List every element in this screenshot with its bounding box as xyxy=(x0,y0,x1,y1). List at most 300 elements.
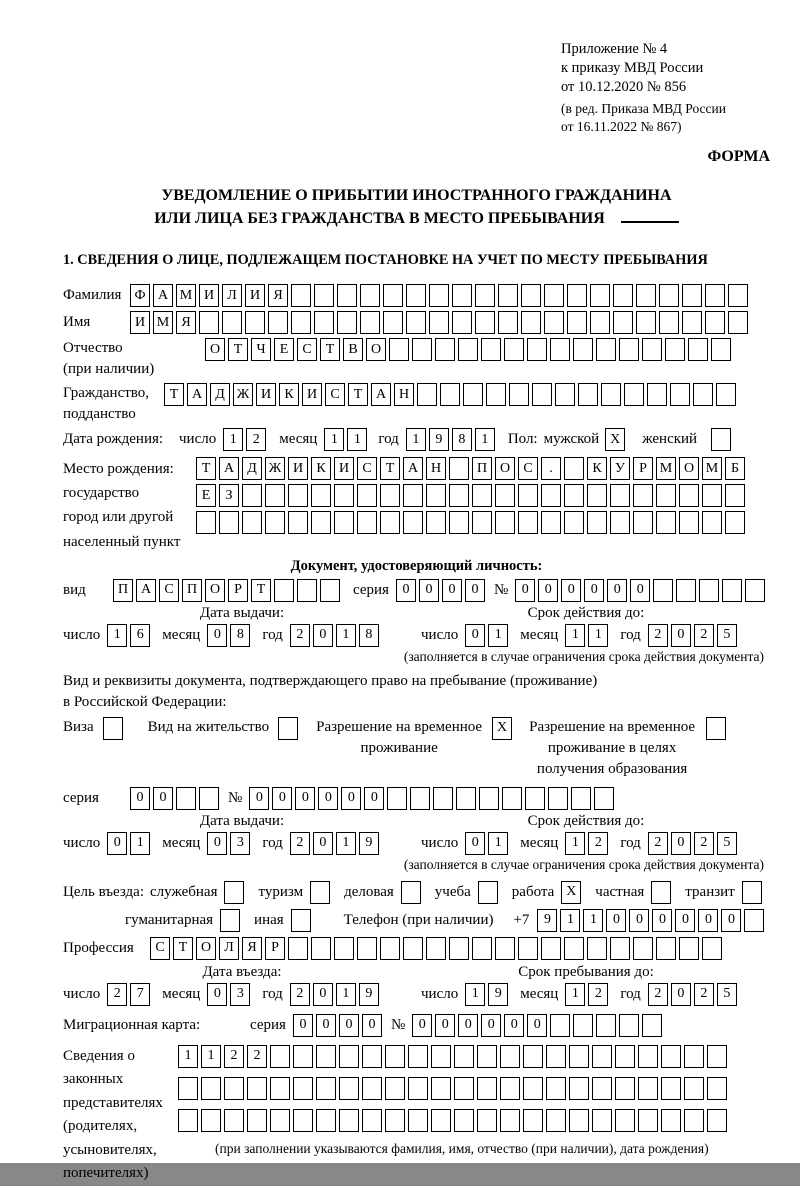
birth-place-input-row3[interactable] xyxy=(196,511,748,534)
char-cell[interactable] xyxy=(555,383,575,406)
surname-input[interactable] xyxy=(130,284,751,307)
char-cell[interactable] xyxy=(449,937,469,960)
char-cell[interactable] xyxy=(546,1109,566,1132)
char-cell[interactable] xyxy=(661,1077,681,1100)
char-cell[interactable] xyxy=(334,937,354,960)
char-cell[interactable]: А xyxy=(136,579,156,602)
char-cell[interactable] xyxy=(702,937,722,960)
char-cell[interactable] xyxy=(544,311,564,334)
char-cell[interactable] xyxy=(408,1109,428,1132)
migration-number-input[interactable] xyxy=(412,1014,665,1037)
char-cell[interactable]: 0 xyxy=(272,787,292,810)
char-cell[interactable]: 0 xyxy=(607,579,627,602)
char-cell[interactable] xyxy=(592,1109,612,1132)
sex-female-checkbox[interactable] xyxy=(711,428,731,451)
char-cell[interactable] xyxy=(288,484,308,507)
char-cell[interactable] xyxy=(567,311,587,334)
char-cell[interactable] xyxy=(676,579,696,602)
entry-year[interactable] xyxy=(290,983,382,1006)
char-cell[interactable] xyxy=(592,1077,612,1100)
char-cell[interactable] xyxy=(665,338,685,361)
doc-series-input[interactable] xyxy=(396,579,488,602)
char-cell[interactable] xyxy=(518,484,538,507)
char-cell[interactable]: 2 xyxy=(648,624,668,647)
char-cell[interactable]: И xyxy=(245,284,265,307)
char-cell[interactable] xyxy=(495,511,515,534)
char-cell[interactable]: 1 xyxy=(336,624,356,647)
char-cell[interactable]: 3 xyxy=(230,832,250,855)
purpose-tourism-checkbox[interactable] xyxy=(310,881,330,904)
char-cell[interactable] xyxy=(619,1014,639,1037)
residence-number-input[interactable] xyxy=(249,787,617,810)
char-cell[interactable] xyxy=(406,311,426,334)
char-cell[interactable] xyxy=(707,1045,727,1068)
char-cell[interactable]: А xyxy=(153,284,173,307)
char-cell[interactable]: Т xyxy=(251,579,271,602)
char-cell[interactable] xyxy=(311,511,331,534)
char-cell[interactable] xyxy=(716,383,736,406)
char-cell[interactable] xyxy=(567,284,587,307)
char-cell[interactable]: 9 xyxy=(359,983,379,1006)
char-cell[interactable] xyxy=(268,311,288,334)
purpose-official-checkbox[interactable] xyxy=(224,881,244,904)
purpose-humanitarian-checkbox[interactable] xyxy=(220,909,240,932)
char-cell[interactable]: 0 xyxy=(412,1014,432,1037)
char-cell[interactable]: 0 xyxy=(465,624,485,647)
char-cell[interactable] xyxy=(587,511,607,534)
char-cell[interactable]: 2 xyxy=(694,983,714,1006)
char-cell[interactable] xyxy=(573,338,593,361)
char-cell[interactable] xyxy=(320,579,340,602)
char-cell[interactable] xyxy=(578,383,598,406)
char-cell[interactable]: И xyxy=(334,457,354,480)
char-cell[interactable] xyxy=(383,284,403,307)
char-cell[interactable] xyxy=(571,787,591,810)
char-cell[interactable] xyxy=(481,338,501,361)
char-cell[interactable] xyxy=(684,1109,704,1132)
char-cell[interactable] xyxy=(653,579,673,602)
char-cell[interactable]: 1 xyxy=(488,832,508,855)
char-cell[interactable] xyxy=(638,1077,658,1100)
char-cell[interactable]: К xyxy=(279,383,299,406)
stay-month[interactable] xyxy=(565,983,611,1006)
char-cell[interactable] xyxy=(495,484,515,507)
char-cell[interactable]: О xyxy=(205,338,225,361)
char-cell[interactable] xyxy=(684,1045,704,1068)
citizenship-input[interactable] xyxy=(164,383,739,406)
char-cell[interactable] xyxy=(495,937,515,960)
char-cell[interactable]: Л xyxy=(222,284,242,307)
char-cell[interactable] xyxy=(475,311,495,334)
char-cell[interactable] xyxy=(615,1045,635,1068)
char-cell[interactable] xyxy=(500,1109,520,1132)
char-cell[interactable]: 0 xyxy=(527,1014,547,1037)
char-cell[interactable] xyxy=(265,511,285,534)
birth-year-input[interactable] xyxy=(406,428,498,451)
char-cell[interactable]: Т xyxy=(380,457,400,480)
char-cell[interactable]: Л xyxy=(219,937,239,960)
purpose-work-checkbox[interactable]: X xyxy=(561,881,581,904)
char-cell[interactable]: 7 xyxy=(130,983,150,1006)
char-cell[interactable] xyxy=(452,311,472,334)
char-cell[interactable]: Б xyxy=(725,457,745,480)
char-cell[interactable] xyxy=(656,937,676,960)
char-cell[interactable]: 0 xyxy=(396,579,416,602)
char-cell[interactable]: О xyxy=(205,579,225,602)
char-cell[interactable]: Т xyxy=(196,457,216,480)
char-cell[interactable] xyxy=(247,1109,267,1132)
char-cell[interactable]: С xyxy=(159,579,179,602)
profession-input[interactable] xyxy=(150,937,725,960)
char-cell[interactable] xyxy=(477,1077,497,1100)
char-cell[interactable]: О xyxy=(366,338,386,361)
char-cell[interactable] xyxy=(380,937,400,960)
char-cell[interactable]: О xyxy=(495,457,515,480)
representatives-input-row1[interactable] xyxy=(178,1045,730,1068)
char-cell[interactable] xyxy=(610,511,630,534)
char-cell[interactable] xyxy=(702,484,722,507)
option-temp-residence-checkbox[interactable]: X xyxy=(492,717,512,740)
char-cell[interactable]: Я xyxy=(176,311,196,334)
char-cell[interactable] xyxy=(596,338,616,361)
char-cell[interactable]: Н xyxy=(426,457,446,480)
char-cell[interactable] xyxy=(594,787,614,810)
char-cell[interactable]: С xyxy=(297,338,317,361)
char-cell[interactable]: К xyxy=(587,457,607,480)
char-cell[interactable]: 1 xyxy=(130,832,150,855)
char-cell[interactable] xyxy=(633,511,653,534)
char-cell[interactable]: 2 xyxy=(107,983,127,1006)
char-cell[interactable] xyxy=(523,1077,543,1100)
char-cell[interactable] xyxy=(178,1077,198,1100)
char-cell[interactable]: А xyxy=(219,457,239,480)
char-cell[interactable] xyxy=(744,909,764,932)
char-cell[interactable] xyxy=(725,484,745,507)
char-cell[interactable] xyxy=(196,511,216,534)
char-cell[interactable] xyxy=(293,1109,313,1132)
option-visa-checkbox[interactable] xyxy=(103,717,123,740)
representatives-input-row2[interactable] xyxy=(178,1077,730,1100)
birth-place-input-row1[interactable] xyxy=(196,457,748,480)
char-cell[interactable] xyxy=(199,787,219,810)
char-cell[interactable]: 0 xyxy=(584,579,604,602)
char-cell[interactable] xyxy=(472,937,492,960)
char-cell[interactable]: 0 xyxy=(504,1014,524,1037)
char-cell[interactable] xyxy=(725,511,745,534)
char-cell[interactable] xyxy=(518,511,538,534)
sex-male-checkbox[interactable]: X xyxy=(605,428,625,451)
char-cell[interactable]: И xyxy=(288,457,308,480)
char-cell[interactable]: 0 xyxy=(465,832,485,855)
char-cell[interactable]: 0 xyxy=(207,624,227,647)
char-cell[interactable] xyxy=(429,311,449,334)
entry-day[interactable] xyxy=(107,983,153,1006)
char-cell[interactable]: 0 xyxy=(465,579,485,602)
char-cell[interactable] xyxy=(429,284,449,307)
char-cell[interactable]: Д xyxy=(242,457,262,480)
char-cell[interactable]: 1 xyxy=(107,624,127,647)
char-cell[interactable]: 1 xyxy=(178,1045,198,1068)
char-cell[interactable] xyxy=(385,1045,405,1068)
char-cell[interactable]: С xyxy=(150,937,170,960)
char-cell[interactable] xyxy=(433,787,453,810)
char-cell[interactable] xyxy=(360,284,380,307)
char-cell[interactable] xyxy=(707,1109,727,1132)
char-cell[interactable] xyxy=(222,311,242,334)
char-cell[interactable]: 5 xyxy=(717,832,737,855)
char-cell[interactable] xyxy=(245,311,265,334)
char-cell[interactable] xyxy=(532,383,552,406)
char-cell[interactable] xyxy=(521,284,541,307)
char-cell[interactable]: П xyxy=(472,457,492,480)
char-cell[interactable] xyxy=(380,484,400,507)
char-cell[interactable]: 0 xyxy=(458,1014,478,1037)
char-cell[interactable] xyxy=(426,484,446,507)
char-cell[interactable] xyxy=(636,284,656,307)
char-cell[interactable] xyxy=(679,484,699,507)
residence-valid-year[interactable] xyxy=(648,832,740,855)
char-cell[interactable] xyxy=(707,1077,727,1100)
char-cell[interactable]: 0 xyxy=(435,1014,455,1037)
char-cell[interactable]: И xyxy=(130,311,150,334)
char-cell[interactable] xyxy=(334,511,354,534)
char-cell[interactable] xyxy=(615,1077,635,1100)
char-cell[interactable] xyxy=(613,284,633,307)
char-cell[interactable]: Е xyxy=(196,484,216,507)
char-cell[interactable]: 2 xyxy=(694,624,714,647)
birth-month-input[interactable] xyxy=(324,428,370,451)
char-cell[interactable] xyxy=(590,311,610,334)
identity-valid-month[interactable] xyxy=(565,624,611,647)
char-cell[interactable] xyxy=(633,937,653,960)
char-cell[interactable] xyxy=(475,284,495,307)
char-cell[interactable] xyxy=(661,1109,681,1132)
char-cell[interactable]: 0 xyxy=(153,787,173,810)
char-cell[interactable]: 0 xyxy=(721,909,741,932)
purpose-study-checkbox[interactable] xyxy=(478,881,498,904)
char-cell[interactable] xyxy=(564,511,584,534)
char-cell[interactable]: 0 xyxy=(107,832,127,855)
char-cell[interactable] xyxy=(498,284,518,307)
char-cell[interactable]: 0 xyxy=(671,832,691,855)
char-cell[interactable] xyxy=(550,1014,570,1037)
char-cell[interactable] xyxy=(728,311,748,334)
purpose-private-checkbox[interactable] xyxy=(651,881,671,904)
char-cell[interactable]: 0 xyxy=(207,832,227,855)
char-cell[interactable] xyxy=(454,1077,474,1100)
residence-issue-month[interactable] xyxy=(207,832,253,855)
char-cell[interactable] xyxy=(337,284,357,307)
char-cell[interactable] xyxy=(288,937,308,960)
char-cell[interactable] xyxy=(440,383,460,406)
char-cell[interactable]: И xyxy=(256,383,276,406)
char-cell[interactable] xyxy=(472,484,492,507)
char-cell[interactable]: 0 xyxy=(295,787,315,810)
char-cell[interactable]: 0 xyxy=(313,624,333,647)
char-cell[interactable]: 1 xyxy=(565,983,585,1006)
identity-issue-year[interactable] xyxy=(290,624,382,647)
char-cell[interactable] xyxy=(201,1109,221,1132)
char-cell[interactable]: 9 xyxy=(429,428,449,451)
char-cell[interactable] xyxy=(573,1014,593,1037)
char-cell[interactable] xyxy=(500,1077,520,1100)
char-cell[interactable] xyxy=(357,511,377,534)
char-cell[interactable] xyxy=(288,511,308,534)
char-cell[interactable] xyxy=(431,1077,451,1100)
char-cell[interactable] xyxy=(619,338,639,361)
char-cell[interactable]: А xyxy=(371,383,391,406)
char-cell[interactable]: В xyxy=(343,338,363,361)
char-cell[interactable]: 1 xyxy=(223,428,243,451)
char-cell[interactable]: И xyxy=(302,383,322,406)
char-cell[interactable] xyxy=(389,338,409,361)
phone-input[interactable] xyxy=(537,909,767,932)
char-cell[interactable] xyxy=(449,511,469,534)
char-cell[interactable]: Т xyxy=(164,383,184,406)
char-cell[interactable]: А xyxy=(403,457,423,480)
char-cell[interactable] xyxy=(380,511,400,534)
char-cell[interactable] xyxy=(316,1045,336,1068)
char-cell[interactable] xyxy=(297,579,317,602)
char-cell[interactable] xyxy=(410,787,430,810)
char-cell[interactable]: 0 xyxy=(561,579,581,602)
char-cell[interactable]: 1 xyxy=(583,909,603,932)
char-cell[interactable] xyxy=(311,484,331,507)
char-cell[interactable]: П xyxy=(113,579,133,602)
char-cell[interactable] xyxy=(688,338,708,361)
char-cell[interactable] xyxy=(587,484,607,507)
char-cell[interactable] xyxy=(199,311,219,334)
char-cell[interactable]: М xyxy=(153,311,173,334)
char-cell[interactable]: 8 xyxy=(452,428,472,451)
char-cell[interactable] xyxy=(682,284,702,307)
char-cell[interactable] xyxy=(541,484,561,507)
char-cell[interactable]: 2 xyxy=(247,1045,267,1068)
char-cell[interactable] xyxy=(523,1045,543,1068)
char-cell[interactable] xyxy=(383,311,403,334)
char-cell[interactable]: 1 xyxy=(488,624,508,647)
char-cell[interactable] xyxy=(592,1045,612,1068)
char-cell[interactable]: 9 xyxy=(359,832,379,855)
char-cell[interactable] xyxy=(613,311,633,334)
char-cell[interactable] xyxy=(449,484,469,507)
birth-place-input-row2[interactable] xyxy=(196,484,748,507)
char-cell[interactable] xyxy=(408,1045,428,1068)
char-cell[interactable] xyxy=(587,937,607,960)
migration-series-input[interactable] xyxy=(293,1014,385,1037)
char-cell[interactable] xyxy=(693,383,713,406)
char-cell[interactable]: Ж xyxy=(265,457,285,480)
char-cell[interactable]: М xyxy=(176,284,196,307)
char-cell[interactable] xyxy=(178,1109,198,1132)
char-cell[interactable]: 0 xyxy=(419,579,439,602)
char-cell[interactable] xyxy=(426,937,446,960)
char-cell[interactable]: 1 xyxy=(336,983,356,1006)
char-cell[interactable]: 2 xyxy=(290,983,310,1006)
char-cell[interactable] xyxy=(456,787,476,810)
char-cell[interactable]: Р xyxy=(265,937,285,960)
char-cell[interactable]: Т xyxy=(228,338,248,361)
char-cell[interactable] xyxy=(564,457,584,480)
doc-type-input[interactable] xyxy=(113,579,343,602)
char-cell[interactable] xyxy=(544,284,564,307)
char-cell[interactable] xyxy=(452,284,472,307)
char-cell[interactable] xyxy=(642,338,662,361)
char-cell[interactable]: Е xyxy=(274,338,294,361)
char-cell[interactable]: 1 xyxy=(560,909,580,932)
purpose-business-checkbox[interactable] xyxy=(401,881,421,904)
char-cell[interactable] xyxy=(201,1077,221,1100)
char-cell[interactable] xyxy=(408,1077,428,1100)
char-cell[interactable] xyxy=(521,311,541,334)
char-cell[interactable] xyxy=(224,1077,244,1100)
residence-valid-month[interactable] xyxy=(565,832,611,855)
char-cell[interactable]: 2 xyxy=(648,983,668,1006)
char-cell[interactable] xyxy=(454,1045,474,1068)
char-cell[interactable]: 0 xyxy=(207,983,227,1006)
char-cell[interactable] xyxy=(624,383,644,406)
char-cell[interactable]: 1 xyxy=(475,428,495,451)
char-cell[interactable] xyxy=(527,338,547,361)
char-cell[interactable] xyxy=(176,787,196,810)
char-cell[interactable]: И xyxy=(199,284,219,307)
char-cell[interactable]: А xyxy=(187,383,207,406)
char-cell[interactable]: 0 xyxy=(481,1014,501,1037)
char-cell[interactable] xyxy=(362,1045,382,1068)
char-cell[interactable] xyxy=(705,311,725,334)
char-cell[interactable] xyxy=(636,311,656,334)
char-cell[interactable]: 5 xyxy=(717,983,737,1006)
char-cell[interactable]: 1 xyxy=(406,428,426,451)
char-cell[interactable] xyxy=(569,1045,589,1068)
char-cell[interactable]: 0 xyxy=(630,579,650,602)
char-cell[interactable] xyxy=(385,1109,405,1132)
birth-day-input[interactable] xyxy=(223,428,269,451)
char-cell[interactable] xyxy=(550,338,570,361)
char-cell[interactable] xyxy=(431,1045,451,1068)
char-cell[interactable]: 1 xyxy=(336,832,356,855)
char-cell[interactable]: 2 xyxy=(588,983,608,1006)
char-cell[interactable] xyxy=(406,284,426,307)
char-cell[interactable] xyxy=(387,787,407,810)
char-cell[interactable]: 0 xyxy=(671,983,691,1006)
char-cell[interactable] xyxy=(360,311,380,334)
char-cell[interactable] xyxy=(546,1077,566,1100)
doc-number-input[interactable] xyxy=(515,579,768,602)
char-cell[interactable]: 0 xyxy=(629,909,649,932)
char-cell[interactable] xyxy=(316,1077,336,1100)
char-cell[interactable] xyxy=(548,787,568,810)
char-cell[interactable] xyxy=(339,1045,359,1068)
char-cell[interactable] xyxy=(610,484,630,507)
char-cell[interactable]: 3 xyxy=(230,983,250,1006)
char-cell[interactable] xyxy=(311,937,331,960)
char-cell[interactable] xyxy=(502,787,522,810)
char-cell[interactable] xyxy=(500,1045,520,1068)
char-cell[interactable] xyxy=(463,383,483,406)
char-cell[interactable] xyxy=(486,383,506,406)
residence-issue-day[interactable] xyxy=(107,832,153,855)
char-cell[interactable] xyxy=(339,1109,359,1132)
char-cell[interactable] xyxy=(417,383,437,406)
char-cell[interactable] xyxy=(477,1109,497,1132)
char-cell[interactable]: 1 xyxy=(565,624,585,647)
char-cell[interactable] xyxy=(426,511,446,534)
char-cell[interactable]: Р xyxy=(633,457,653,480)
char-cell[interactable] xyxy=(247,1077,267,1100)
char-cell[interactable] xyxy=(477,1045,497,1068)
char-cell[interactable]: Н xyxy=(394,383,414,406)
